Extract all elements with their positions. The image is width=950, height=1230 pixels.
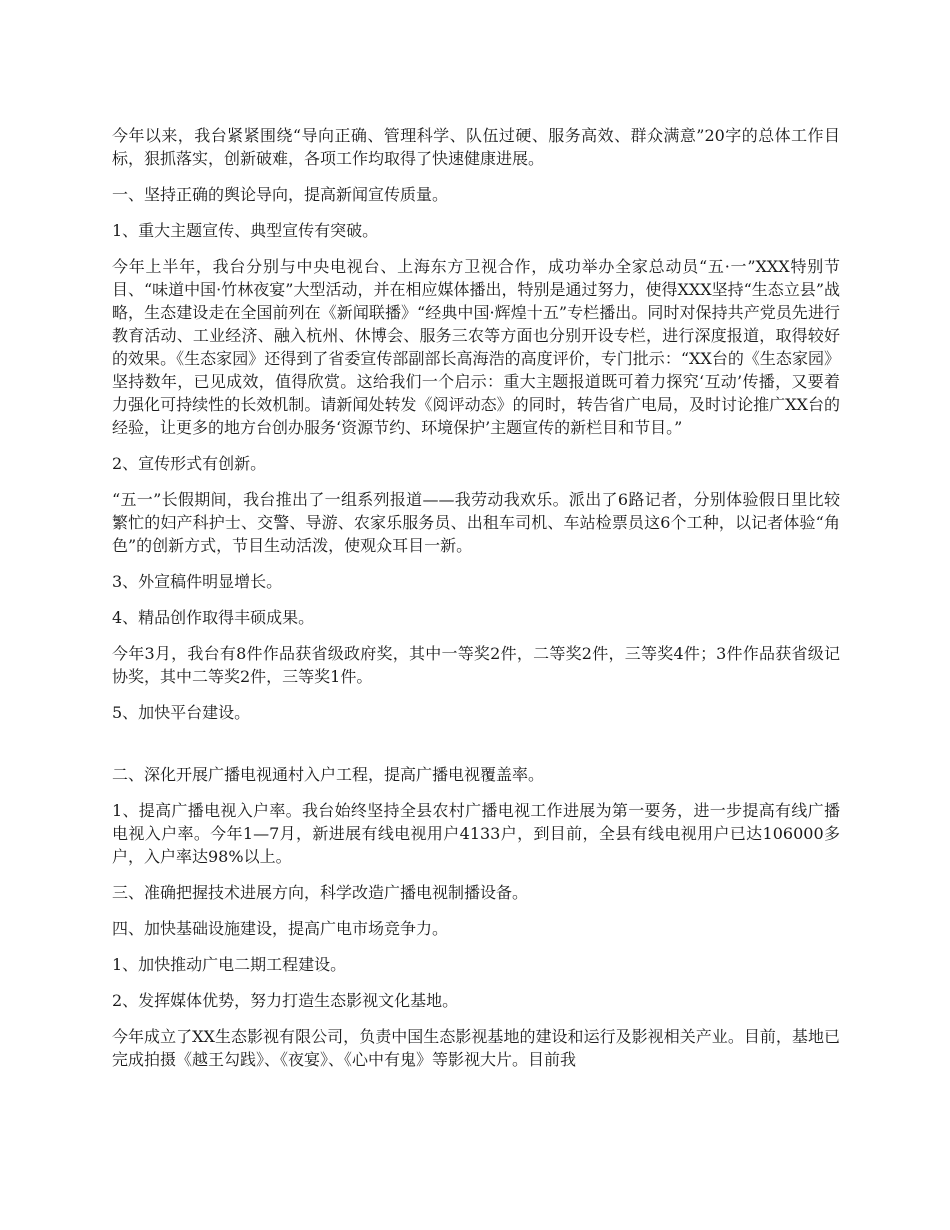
subheading-1-4: 4、精品创作取得丰硕成果。 [112, 608, 315, 627]
body-paragraph: “五一”长假期间，我台推出了一组系列报道——我劳动我欢乐。派出了6路记者，分别体验假日里比较繁忙的妇产科护士、交警、导游、农家乐服务员、出租车司机、车站检票员这6个工种，以记者体验“角色”的创新方式，节目生动活泼，使观众耳目一新。 [112, 490, 840, 555]
section-heading-2: 二、深化开展广播电视通村入户工程，提高广播电视覆盖率。 [112, 765, 545, 784]
section-heading-1: 一、坚持正确的舆论导向，提高新闻宣传质量。 [112, 185, 449, 204]
section-spacer [112, 737, 840, 763]
subheading-1-5: 5、加快平台建设。 [112, 703, 251, 722]
section-heading-3: 三、准确把握技术进展方向，科学改造广播电视制播设备。 [112, 883, 529, 902]
subheading-4-2: 2、发挥媒体优势，努力打造生态影视文化基地。 [112, 991, 459, 1010]
subheading-4-1: 1、加快推动广电二期工程建设。 [112, 955, 347, 974]
body-paragraph: 今年成立了XX生态影视有限公司，负责中国生态影视基地的建设和运行及影视相关产业。目前，基地已完成拍摄《越王勾践》、《夜宴》、《心中有鬼》等影视大片。目前我 [112, 1027, 840, 1069]
intro-paragraph: 今年以来，我台紧紧围绕“导向正确、管理科学、队伍过硬、服务高效、群众满意”20字的总体工作目标，狠抓落实，创新破难，各项工作均取得了快速健康进展。 [112, 126, 840, 168]
subheading-1-3: 3、外宣稿件明显增长。 [112, 572, 283, 591]
section-heading-4: 四、加快基础设施建设，提高广电市场竞争力。 [112, 919, 449, 938]
document-body [112, 124, 840, 1084]
subheading-1-1: 1、重大主题宣传、典型宣传有突破。 [112, 221, 379, 240]
body-paragraph: 1、提高广播电视入户率。我台始终坚持全县农村广播电视工作进展为第一要务，进一步提高有线广播电视入户率。今年1—7月，新进展有线电视用户4133户，到目前，全县有线电视用户已达106000多户，入户率达98%以上。 [112, 801, 840, 866]
body-paragraph: 今年上半年，我台分别与中央电视台、上海东方卫视合作，成功举办全家总动员“五·一”XXX特别节目、“味道中国·竹林夜宴”大型活动，并在相应媒体播出，特别是通过努力，使得XXX坚持“生态立县”战略，生态建设走在全国前列在《新闻联播》“经典中国·辉煌十五”专栏播出。同时对保持共产党员先进行教育活动、工业经济、融入杭州、休博会、服务三农等方面也分别开设专栏，进行深度报道，取得较好的效果。《生态家园》还得到了省委宣传部副部长高海浩的高度评价，专门批示：“XX台的《生态家园》坚持数年，已见成效，值得欣赏。这给我们一个启示：重大主题报道既可着力探究‘互动’传播，又要着力强化可持续性的长效机制。请新闻处转发《阅评动态》的同时，转告省广电局，及时讨论推广XX台的经验，让更多的地方台创办服务‘资源节约、环境保护’主题宣传的新栏目和节目。” [112, 257, 840, 437]
subheading-1-2: 2、宣传形式有创新。 [112, 454, 267, 473]
body-paragraph: 今年3月，我台有8件作品获省级政府奖，其中一等奖2件，二等奖2件，三等奖4件；3件作品获省级记协奖，其中二等奖2件，三等奖1件。 [112, 644, 840, 686]
